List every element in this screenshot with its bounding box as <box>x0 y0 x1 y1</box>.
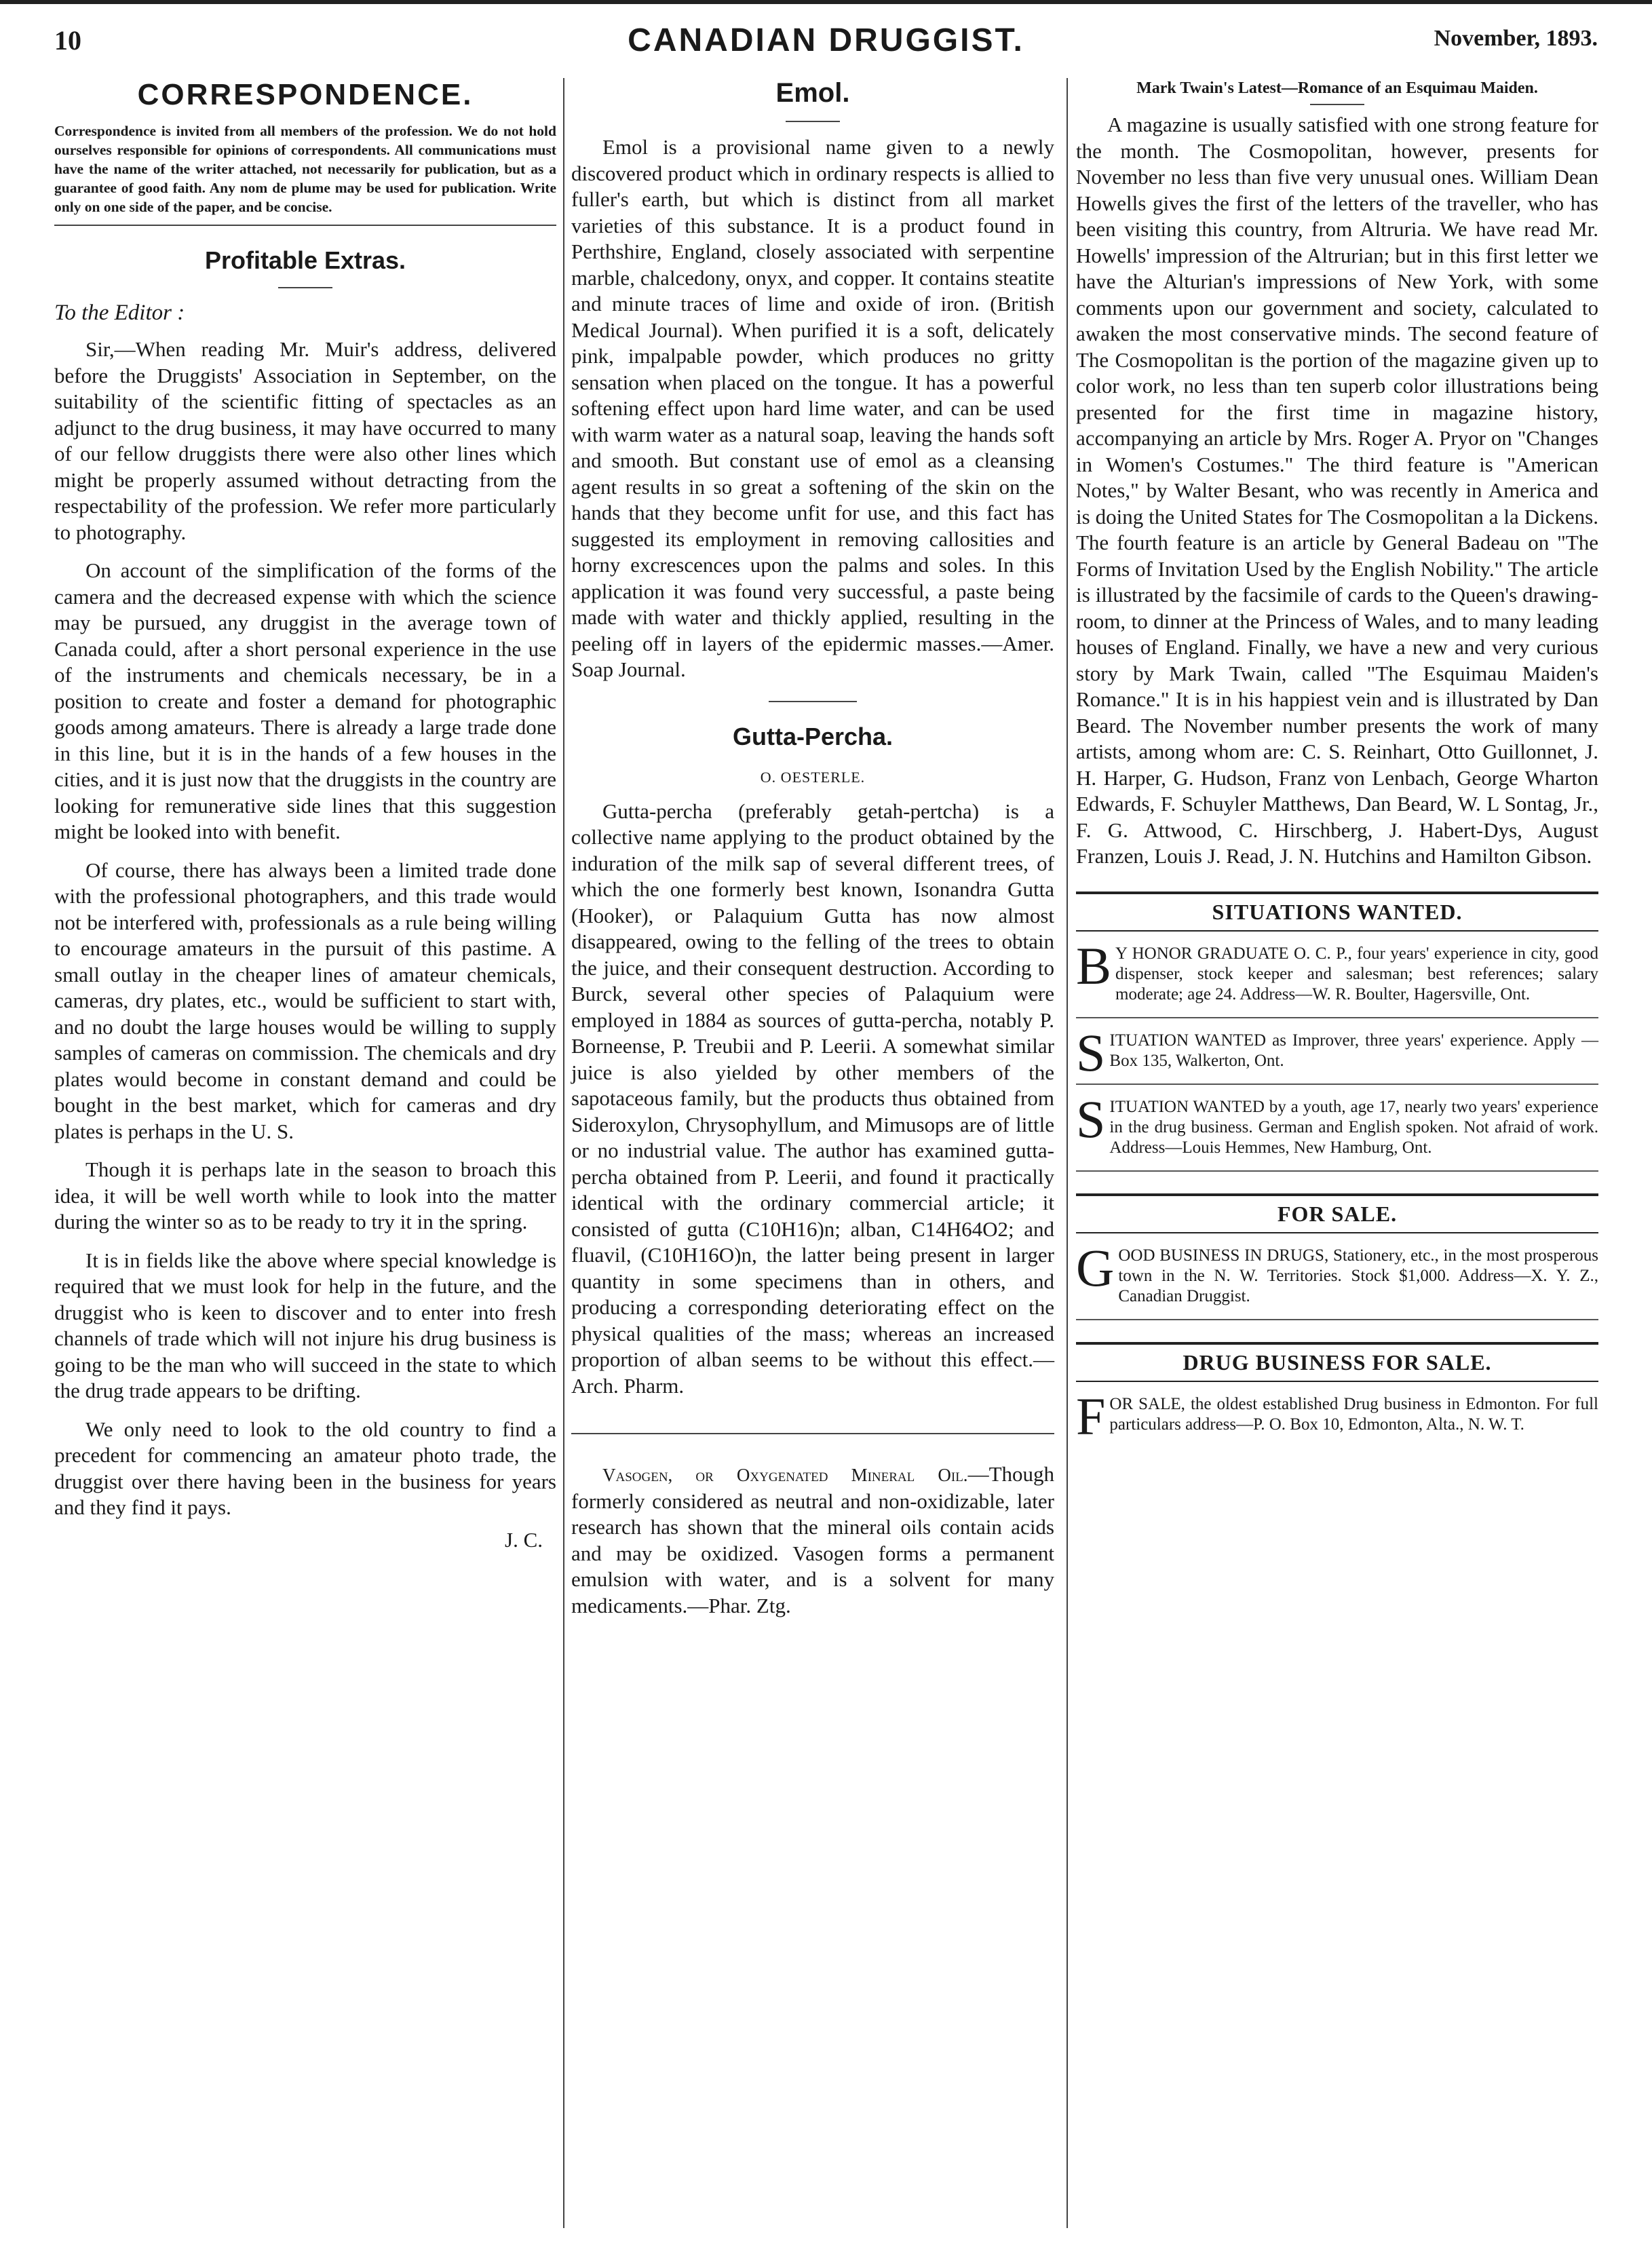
classified-ad <box>1076 1089 1598 1172</box>
paragraph: Gutta-percha (preferably getah-pertcha) is a collective name applying to the product obtained by the induration of the milk sap of several different trees, of which the one formerly best known, Isonandra Gutta (Hooker), or Palaquium Gutta has now almost disappeared, owing to the felling of the trees to obtain the juice, and their consequent destruction. According to Burck, several other species of Palaquium were employed in 1884 as sources of gutta-percha, notably P. Borneense, P. Treubii and P. Leerii. A somewhat similar juice is also yielded by other members of the sapotaceous family, but the products thus obtained from Sideroxylon, Chrysophyllum, and Mimusops are of little or no industrial value. The author has examined gutta-percha obtained from P. Leerii, and found it practically identical with the ordinary commercial article; it consisted of gutta (C10H16)n; alban, C14H64O2; and fluavil, (C10H16O)n, the latter being present in larger quantity in some specimens than in others, and producing a corresponding deteriorating effect on the physical qualities of the mass; whereas an increased proportion of alban seems to be without this effect.—Arch. Pharm. <box>571 799 1054 1398</box>
drop-cap: S <box>1076 1022 1106 1082</box>
ad-text: OR SALE, the oldest established Drug business in Edmonton. For full particulars address—P. O. Box 10, Edmonton, Alta., N. W. T. <box>1109 1394 1598 1434</box>
ad-text: OOD BUSINESS IN DRUGS, Stationery, etc., in the most prosperous town in the N. W. Territories. Stock $1,000. Address—X. Y. Z., Canadian Druggist. <box>1118 1246 1598 1305</box>
vasogen-lead: Vasogen, or Oxygenated Mineral Oil. <box>602 1465 968 1485</box>
signature: J. C. <box>505 1527 543 1552</box>
article-title: Mark Twain's Latest—Romance of an Esquimau Maiden. <box>1136 79 1538 97</box>
ad-text: ITUATION WANTED as Improver, three years' experience. Apply — Box 135, Walkerton, Ont. <box>1109 1031 1598 1070</box>
page-number: 10 <box>54 25 81 56</box>
byline: O. OESTERLE. <box>760 768 866 786</box>
classified-ad <box>1076 936 1598 1018</box>
ad-text: ITUATION WANTED by a youth, age 17, nearly two years' experience in the drug business. German and English spoken. Not afraid of work. Address—Louis Hemmes, New Hamburg, Ont. <box>1109 1097 1598 1157</box>
drop-cap: F <box>1076 1386 1106 1446</box>
drop-cap: B <box>1076 936 1112 995</box>
page-header <box>54 19 1598 66</box>
column-middle <box>571 78 1054 2235</box>
paragraph: Sir,—When reading Mr. Muir's address, delivered before the Druggists' Association in September, on the suitability of the scientific fitting of spectacles as an adjunct to the drug business, it may have occurred to many of our fellow druggists there were also other lines which might be properly assumed without detracting from the respectability of the profession. We refer more particularly to photography. <box>54 337 556 544</box>
column-right <box>1076 78 1598 2235</box>
correspondence-title: CORRESPONDENCE. <box>137 78 474 111</box>
paragraph: On account of the simplification of the forms of the camera and the decreased expense with which the science may be pursued, any druggist in the average town of Canada could, after a short personal experience in the use of the instruments and chemicals necessary, be in a position to create and foster a demand for photographic goods among amateurs. There is already a large trade done in this line, but it is in the hands of a few houses in the cities, and it is just now that the druggists in the country are looking for remunerative side lines that this suggestion might be looked into with benefit. <box>54 558 556 843</box>
drop-cap: G <box>1076 1238 1115 1297</box>
ad-text: Y HONOR GRADUATE O. C. P., four years' experience in city, good dispenser, stock keeper and salesman; best references; salary moderate; age 24. Address—W. R. Boulter, Hagersville, Ont. <box>1115 944 1598 1003</box>
salutation: To the Editor : <box>54 301 185 325</box>
paragraph: We only need to look to the old country to find a precedent for commencing an amateur photo trade, the druggist over there having been in the business for years and they find it pays. <box>54 1417 556 1519</box>
divider <box>278 287 332 288</box>
paragraph: Though it is perhaps late in the season to broach this idea, it will be well worth while to look into the matter during the winter so as to be ready to try it in the spring. <box>54 1157 556 1233</box>
for-sale-heading: FOR SALE. <box>1076 1193 1598 1233</box>
paragraph: A magazine is usually satisfied with one strong feature for the month. The Cosmopolitan, however, presents for November no less than five very unusual ones. William Dean Howells gives the first of the letters of the traveller, who has been visiting this country, from Altruria. We have read Mr. Howells' impression of the Altrurian; but in this first letter we have the Alturian's impressions of New York, with some comments upon our government and society, calculated to awaken the most conservative minds. The second feature of The Cosmopolitan is the portion of the magazine given up to color work, no less than ten superb color illustrations being presented for the first time in magazine history, accompanying an article by Mrs. Roger A. Pryor on "Changes in Women's Costumes." The third feature is "American Notes," by Walter Besant, who was recently in America and is doing the United States for The Cosmopolitan a la Dickens. The fourth feature is an article by General Badeau on "The Forms of Invitation Used by the English Nobility." The article is illustrated by the facsimile of cards to the Queen's drawing-room, to dinner at the Princess of Wales, and to many leading houses of England. Finally, we have a new and very curious story by Mark Twain, called "The Esquimau Maiden's Romance." It is in his happiest vein and is illustrated by Dan Beard. The November number presents the work of many artists, among whom are: C. S. Reinhart, Otto Guillonnet, J. H. Harper, G. Hudson, Franz von Lenbach, George Wharton Edwards, F. Schuyler Matthews, Dan Beard, W. L Sontag, Jr., F. G. Attwood, C. Hirschberg, J. Habert-Dys, August Franzen, Louis J. Read, J. N. Hutchins and Hamilton Gibson. <box>1076 113 1598 868</box>
publication-title: CANADIAN DRUGGIST. <box>628 22 1024 58</box>
drop-cap: S <box>1076 1089 1106 1149</box>
drug-business-heading: DRUG BUSINESS FOR SALE. <box>1076 1342 1598 1382</box>
divider <box>769 701 857 702</box>
article-title: Emol. <box>775 78 850 108</box>
column-left <box>54 78 556 2235</box>
divider <box>1310 104 1364 105</box>
divider <box>786 121 840 122</box>
vasogen-text: —Though formerly considered as neutral and non-oxidizable, later research has shown that the mineral oils contain acids and may be oxidized. Vasogen forms a permanent emulsion with water, and is a solvent for many medicaments.—Phar. Ztg. <box>571 1462 1054 1617</box>
top-rule <box>0 0 1652 4</box>
column-divider <box>1067 78 1068 2228</box>
vasogen-paragraph <box>571 1461 1054 1619</box>
divider <box>54 225 556 226</box>
issue-date: November, 1893. <box>1434 26 1598 51</box>
classified-ad <box>1076 1386 1598 1447</box>
correspondence-notice: Correspondence is invited from all members of the profession. We do not hold ourselves responsible for opinions of correspondents. All communications must have the name of the writer attached, not necessarily for publication, but as a guarantee of good faith. Any nom de plume may be used for publication. Write only on one side of the paper, and be concise. <box>54 123 556 215</box>
paragraph: Emol is a provisional name given to a newly discovered product which in ordinary respects is allied to fuller's earth, but which is distinct from all market varieties of this substance. It is a product found in Perthshire, England, closely associated with serpentine marble, chalcedony, onyx, and copper. It contains steatite and minute traces of lime and oxide of iron. (British Medical Journal). When purified it is a soft, delicately pink, impalpable powder, which produces no gritty sensation when placed on the tongue. It has a powerful softening effect upon hard lime water, and can be used with warm water as a natural soap, leaving the hands soft and smooth. But constant use of emol as a cleansing agent results in so great a softening of the skin on the hands that they become unfit for use, and this fact has suggested its employment in removing callosities and horny excrescences upon the palms and soles. In this application it was found very successful, a paste being made with water and thickly applied, resulting in the peeling off in layers of the epidermic masses.—Amer. Soap Journal. <box>571 135 1054 681</box>
column-divider <box>563 78 564 2228</box>
paragraph: It is in fields like the above where special knowledge is required that we must look for help in the future, and the druggist who is keen to discover and to enter into fresh channels of trade which will not injure his drug business is going to be the man who will succeed in the state to which the drug trade appears to be drifting. <box>54 1248 556 1402</box>
classified-ad <box>1076 1238 1598 1320</box>
article-title: Profitable Extras. <box>204 246 406 274</box>
paragraph: Of course, there has always been a limited trade done with the professional photographers, and this trade would not be interfered with, professionals as a rule being willing to encourage amateurs in the pursuit of this pastime. A small outlay in the cheaper lines of amateur chemicals, cameras, dry plates, etc., would be sufficient to start with, and no doubt the large houses would be willing to supply samples of cameras on commission. The chemicals and dry plates would become in constant demand and could be bought in the best market, which for cameras and dry plates is perhaps in the U. S. <box>54 858 556 1143</box>
situations-wanted-heading: SITUATIONS WANTED. <box>1076 892 1598 932</box>
divider <box>571 1433 1054 1434</box>
classified-ad <box>1076 1022 1598 1085</box>
article-title: Gutta-Percha. <box>732 722 894 750</box>
